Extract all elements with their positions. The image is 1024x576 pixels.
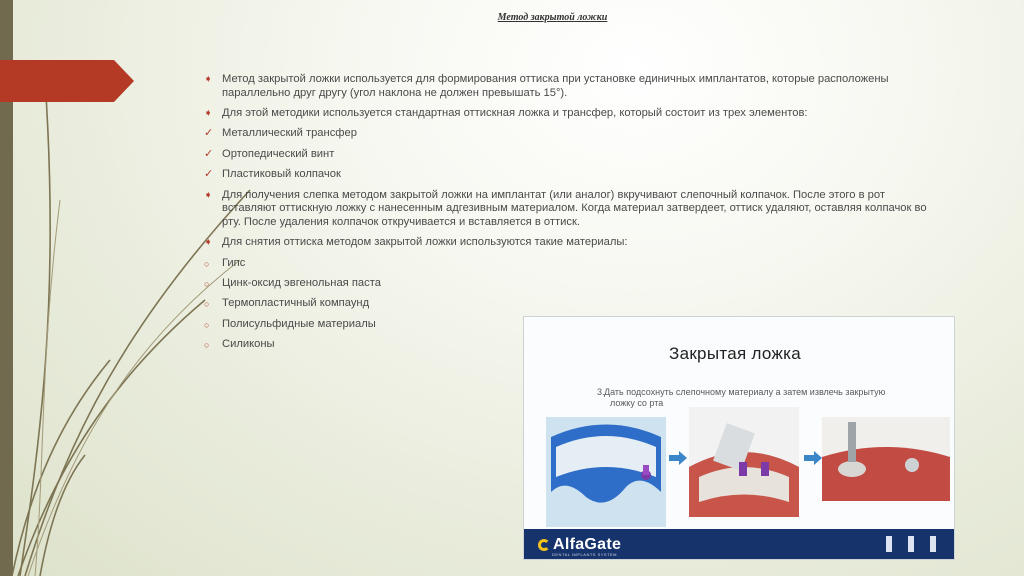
bullet-item (204, 73, 934, 100)
bullet-item (204, 257, 934, 271)
arrow-bullet-icon: ➧ (204, 189, 213, 201)
arrow-bullet-icon: ➧ (204, 237, 213, 249)
arrow-bullet-icon: ➧ (204, 74, 213, 85)
arrow-right-icon (669, 451, 687, 465)
illustration-caption (597, 387, 886, 409)
bullet-text: Цинк-оксид эвгенольная паста (222, 276, 381, 289)
bullet-item (204, 297, 934, 311)
bullet-text: Металлический трансфер (222, 127, 357, 140)
check-icon: ✓ (204, 127, 214, 140)
brand-tagline: DENTAL IMPLANTS SYSTEM (552, 552, 618, 557)
logo-mark-icon (538, 539, 550, 551)
circle-bullet-icon: ○ (204, 340, 210, 351)
bullet-item (204, 189, 934, 230)
bullet-item (204, 107, 934, 121)
circle-bullet-icon: ○ (204, 319, 210, 330)
brand-name: AlfaGate (553, 536, 622, 553)
impression-tray-image (546, 417, 666, 527)
bullet-text: Гипс (222, 256, 246, 269)
bullet-text: Пластиковый колпачок (222, 168, 341, 181)
bullet-text: Ортопедический винт (222, 147, 335, 160)
bullet-text: Для этой методики используется стандартная оттискная ложка и трансфер, который состоит из трех элементов: (222, 106, 808, 119)
title-ribbon (0, 60, 134, 102)
bullet-text: Метод закрытой ложки используется для формирования оттиска при установке единичных имплантатов, которые расположены параллельно друг другу (угол наклона не должен превышать 15°). (222, 73, 889, 99)
circle-bullet-icon: ○ (204, 258, 210, 269)
bullet-text: Полисульфидные материалы (222, 317, 376, 330)
caption-line-2: ложку со рта (610, 398, 664, 408)
bullet-item (204, 277, 934, 291)
product-marks-icon (884, 533, 944, 555)
bullet-item (204, 148, 934, 162)
caption-line-1: Дать подсохнуть слепочному материалу а затем извлечь закрытую (604, 387, 886, 397)
illustration-title: Закрытая ложка (669, 344, 802, 363)
bullet-text: Термопластичный компаунд (222, 297, 370, 310)
tray-removal-image (689, 407, 799, 517)
slide-title: Метод закрытой ложки (497, 12, 608, 23)
arrow-right-icon-2 (804, 451, 822, 465)
bullet-item (204, 236, 934, 250)
check-icon: ✓ (204, 147, 214, 160)
bullet-item (204, 168, 934, 182)
bullet-text: Для получения слепка методом закрытой ложки на имплантат (или аналог) вкручивают слепочный колпачок. После этого в рот вставляют оттискную ложку с нанесенным адгезивным материалом. Когда материал затвердеет, оттиск удаляют, оставляя колпачок во рту. После удаления колпачок откручивается и вставляется в оттиск. (222, 188, 927, 228)
bullet-item (204, 127, 934, 141)
brand-footer (524, 529, 954, 559)
bullet-text: Силиконы (222, 338, 275, 351)
caption-number: 3. (597, 387, 605, 397)
illustration-panel (523, 316, 955, 560)
check-icon: ✓ (204, 168, 214, 181)
circle-bullet-icon: ○ (204, 299, 210, 310)
arrow-bullet-icon: ➧ (204, 107, 213, 119)
implant-cap-image (822, 417, 950, 501)
circle-bullet-icon: ○ (204, 278, 210, 289)
bullet-text: Для снятия оттиска методом закрытой ложки используются такие материалы: (222, 236, 628, 249)
